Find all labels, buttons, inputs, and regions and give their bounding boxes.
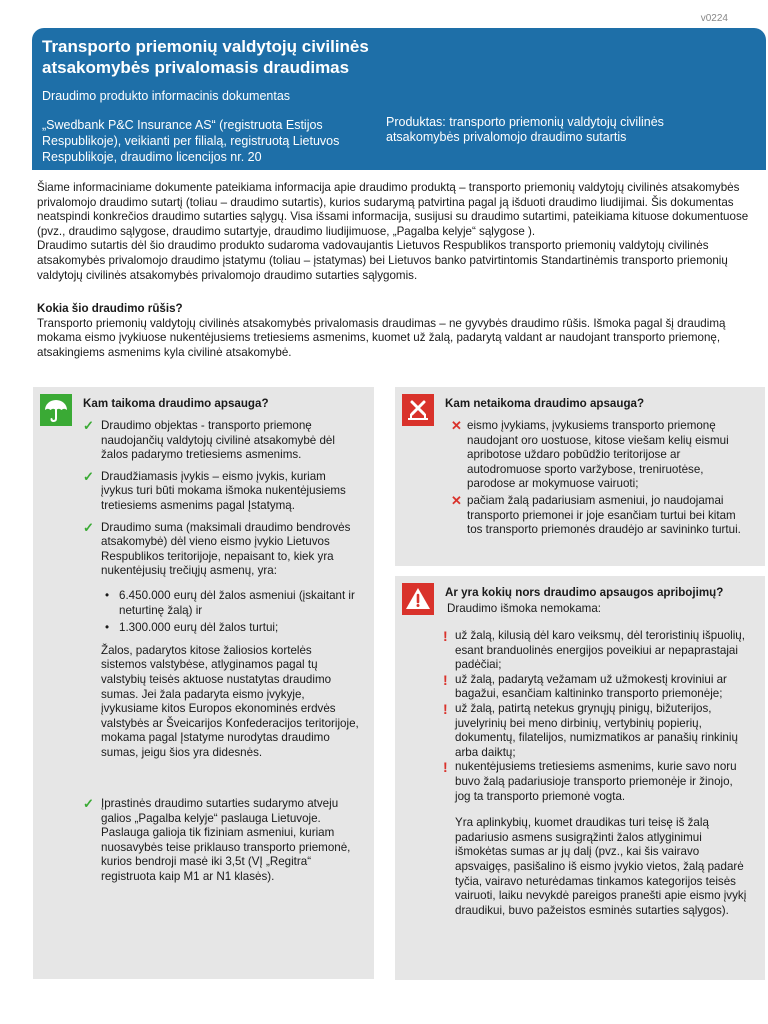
warning-icon [402, 583, 434, 615]
list-item [447, 419, 751, 492]
item-text: Žalos, padarytos kitose žaliosios kortelės sistemos valstybėse, atlyginamos pagal tų valstybių teisės aktuose nustatytas draudimo sumas. Jei žala padaryta eismo įvykyje, įvykusiame kitos Europos ekonominės erdvės valstybės ar Šveicarijos Konfederacijos teritorijoje, mokama pagal Įstatyme nurodytas draudimo sumas, jeigu šios yra didesnės. [101, 643, 359, 759]
item-text: Įprastinės draudimo sutarties sudarymo atveju galios „Pagalba kelyje“ paslauga Lietuvoje. Paslauga galioja tik fiziniam asmeniui, kuriam nuosavybės teise priklauso transporto priemonė, kurios bendroji masė iki 3,5t (VĮ „Regitra“ registruota kaip M1 ar N1 klasės). [101, 797, 351, 883]
cross-icon: ✕ [451, 492, 462, 508]
bullet-icon: • [105, 621, 110, 635]
limits-list [435, 629, 751, 918]
intro-section [37, 181, 759, 283]
insurance-kind-section [37, 302, 759, 360]
box-title: Kam taikoma draudimo apsauga? [83, 397, 269, 410]
covered-box [33, 387, 374, 979]
check-icon: ✓ [83, 796, 94, 811]
check-icon: ✓ [83, 468, 94, 484]
list-item [435, 816, 751, 918]
product-info: Produktas: transporto priemonių valdytojų civilinės atsakomybės privalomojo draudimo sutartis [386, 115, 664, 144]
list-item [435, 673, 751, 702]
section-text: Transporto priemonių valdytojų civilinės atsakomybės privalomasis draudimas – ne gyvybės draudimo rūšis. Išmoka pagal šį draudimą mokama eismo įvykiuose nukentėjusiems tretiesiems asmenims, kuomet už žalą, padarytą valdant ar naudojant transporto priemonę, atsakingiems asmenims kyla civilinė atsakomybė. [37, 316, 726, 359]
list-item [81, 470, 360, 514]
exclamation-icon: ! [443, 628, 448, 644]
exclamation-icon: ! [443, 759, 448, 776]
box-lead: Draudimo išmoka nemokama: [447, 602, 601, 615]
item-text: nukentėjusiems tretiesiems asmenims, kurie savo noru buvo žalą padariusioje transporto priemonėje ir žinojo, jog ta transporto priemonė vogta. [455, 760, 737, 803]
box-title: Ar yra kokių nors draudimo apsaugos apribojimų? [445, 586, 724, 599]
insurer-info: „Swedbank P&C Insurance AS“ (registruota Estijos Respublikoje), veikianti per filialą, registruotą Lietuvos Respublikoje, draudimo licencijos nr. 20 [42, 118, 340, 164]
covered-list [81, 419, 360, 760]
item-text: Draudžiamasis įvykis – eismo įvykis, kuriam įvykus turi būti mokama išmoka nukentėjusiems tretiesiems asmenims pagal Įstatymą. [101, 469, 346, 512]
intro-paragraph: Šiame informaciniame dokumente pateikiama informacija apie draudimo produktą – transporto priemonių valdytojų civilinės atsakomybės privalomojo draudimo sutartį (toliau – draudimo sutartis), kurios sudarymą patvirtina pagal ją išduoti draudimo liudijimai. Šis dokumentas neatspindi konkrečios draudimo sutarties sąlygų. Visa išsami informacija, susijusi su draudimo sutartimi, pateikiama kituose dokumentuose (pvz., draudimo sąlygose, draudimo sutartyje, draudimo liudijimuose, „Pagalba kelyje“ sąlygose ). [37, 181, 749, 238]
cross-icon: ✕ [451, 418, 462, 433]
item-text: už žalą, padarytą vežamam už užmokestį kroviniui ar bagažui, esančiam kaltininko transporto priemonėje; [455, 672, 727, 701]
not-covered-list [447, 419, 751, 538]
list-item [435, 702, 751, 760]
item-text: Yra aplinkybių, kuomet draudikas turi teisę iš žalą padariusio asmens susigrąžinti žalos atlyginimui išmokėtas sumas ar jų dalį (pvz., kai šis vairavo apsvaigęs, pasišalino iš eismo įvykio vietos, žalą padarė tyčia, vairavo neturėdamas tinkamos kategorijos teisės vairuoti, laiku nevykdė pareigos pranešti apie eismo įvykį draudikui, buvo pažeistos esminės sutarties sąlygos). [455, 816, 747, 917]
item-text: Draudimo suma (maksimali draudimo bendrovės atsakomybė) dėl vieno eismo įvykio Lietuvos Respublikos teritorijoje, nepaisant to, kiek yra nukentėjusių trečiųjų asmenų, yra: [101, 520, 351, 578]
cross-icon [402, 394, 434, 426]
intro-paragraph: Draudimo sutartis dėl šio draudimo produkto sudaroma vadovaujantis Lietuvos Respublikos transporto priemonių valdytojų civilinės atsakomybės privalomojo draudimo įstatymu (toliau – įstatymas) bei Lietuvos banko patvirtintomis Standartinėmis transporto priemonių valdytojų civilinės atsakomybės privalomojo draudimo sutarties sąlygomis. [37, 239, 728, 282]
document-title: Transporto priemonių valdytojų civilinės atsakomybės privalomasis draudimas [42, 37, 369, 77]
exclamation-icon: ! [443, 700, 448, 717]
umbrella-icon [40, 394, 72, 426]
item-text: už žalą, kilusią dėl karo veiksmų, dėl teroristinių išpuolių, esant branduolinės energijos poveikiui ar nepaprastajai padėčiai; [455, 629, 745, 672]
list-item [435, 760, 751, 804]
list-item [81, 419, 360, 463]
item-text: už žalą, patirtą netekus grynųjų pinigų, bižuterijos, juvelyrinių bei meno dirbinių, vertybinių popierių, dokumentų, filatelijos, numizmatikos ar panašių rinkinių arba daiktų; [455, 701, 738, 759]
document-header [32, 28, 766, 170]
document-subtitle: Draudimo produkto informacinis dokumentas [42, 89, 291, 103]
list-item [81, 797, 360, 885]
bullet-icon: • [105, 588, 110, 602]
check-icon: ✓ [83, 519, 94, 535]
item-text: 6.450.000 eurų dėl žalos asmeniui (įskaitant ir neturtinę žalą) ir [119, 588, 355, 617]
sub-list-item [101, 589, 360, 618]
not-covered-box [395, 387, 765, 566]
version-label: v0224 [700, 13, 728, 24]
exclamation-icon: ! [443, 671, 448, 688]
item-text: pačiam žalą padariusiam asmeniui, jo naudojamai transporto priemonei ir joje esančiam turtui bei kitam tos transporto priemonės draudėjo ar savininko turtui. [467, 493, 741, 537]
covered-list [81, 797, 360, 885]
list-item [447, 494, 751, 538]
limits-box [395, 576, 765, 980]
item-text: 1.300.000 eurų dėl žalos turtui; [119, 621, 279, 635]
check-icon: ✓ [83, 418, 94, 433]
sum-list [101, 589, 360, 636]
box-title: Kam netaikoma draudimo apsauga? [445, 397, 645, 410]
section-heading: Kokia šio draudimo rūšis? [37, 302, 183, 315]
list-item [81, 521, 360, 761]
list-item [435, 629, 751, 673]
sub-list-item [101, 621, 360, 636]
item-text: eismo įvykiams, įvykusiems transporto priemonę naudojant oro uostuose, kitose viešam kelių eismui apribotose uždaro pobūdžio teritorijose ar autodromuose sporto varžybose, treniruotėse, parodose ar mokymuose vairuoti; [467, 419, 729, 491]
item-text: Draudimo objektas - transporto priemonę naudojančių valdytojų civilinė atsakomybė dėl žalos padarymo tretiesiems asmenims. [101, 419, 335, 462]
